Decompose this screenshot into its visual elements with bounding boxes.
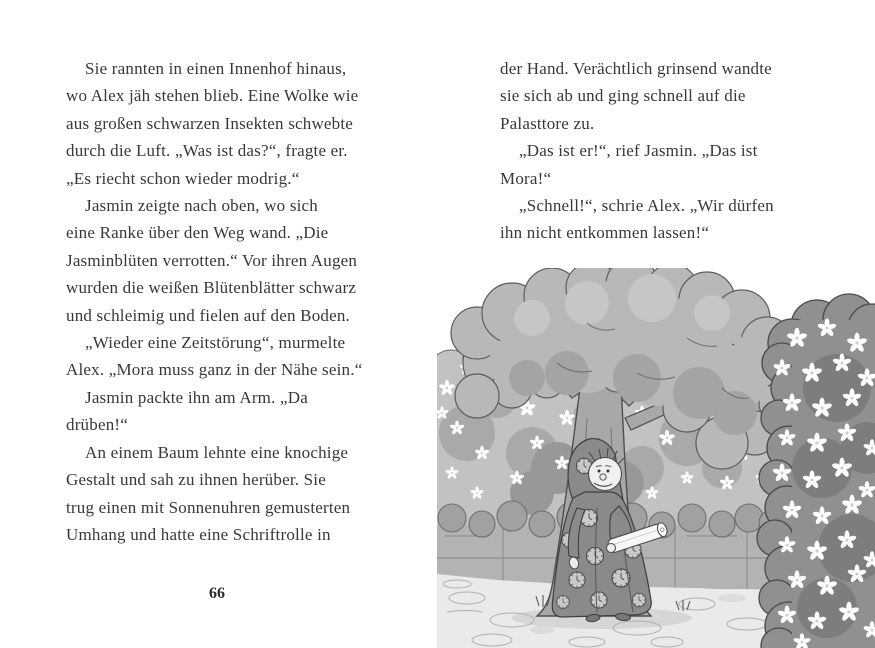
text-line: und schleimig und fielen auf den Boden.: [66, 305, 350, 325]
text-line: „Das ist er!“, rief Jasmin. „Das ist: [519, 141, 758, 161]
text-line: sie sich ab und ging schnell auf die: [500, 86, 746, 106]
right-hand: [607, 544, 616, 553]
page-number: 66: [209, 585, 225, 602]
text-line: „Es riecht schon wieder modrig.“: [66, 168, 300, 188]
text-line: „Schnell!“, schrie Alex. „Wir dürfen: [519, 196, 774, 216]
text-line: wurden die weißen Blütenblätter schwarz: [66, 278, 357, 298]
courtyard-illustration: [437, 268, 875, 648]
text-line: „Wieder eine Zeitstörung“, murmelte: [85, 333, 346, 353]
text-line: Gestalt und sah zu ihnen herüber. Sie: [66, 470, 326, 490]
right-text-column: [500, 55, 860, 247]
text-line: aus großen schwarzen Insekten schwebte: [66, 113, 354, 133]
text-line: wo Alex jäh stehen blieb. Eine Wolke wie: [66, 86, 359, 106]
text-line: Umhang und hatte eine Schriftrolle in: [66, 524, 331, 544]
flowering-bush: [757, 294, 875, 648]
left-text-column: [66, 55, 426, 548]
text-line: Alex. „Mora muss ganz in der Nähe sein.“: [66, 360, 363, 380]
text-line: An einem Baum lehnte eine knochige: [85, 442, 349, 462]
text-line: ihn nicht entkommen lassen!“: [500, 223, 710, 243]
text-line: Sie rannten in einen Innenhof hinaus,: [85, 59, 347, 78]
text-line: eine Ranke über den Weg wand. „Die: [66, 223, 329, 243]
text-line: durch die Luft. „Was ist das?“, fragte er.: [66, 141, 348, 161]
text-line: Jasminblüten verrotten.“ Vor ihren Augen: [66, 250, 358, 270]
text-line: Jasmin zeigte nach oben, wo sich: [85, 196, 319, 216]
text-line: Palasttore zu.: [500, 113, 595, 133]
text-line: der Hand. Verächtlich grinsend wandte: [500, 59, 772, 78]
text-line: trug einen mit Sonnenuhren gemusterten: [66, 497, 351, 517]
text-line: Mora!“: [500, 168, 552, 188]
text-line: Jasmin packte ihn am Arm. „Da: [85, 387, 308, 407]
text-line: drüben!“: [66, 415, 129, 435]
